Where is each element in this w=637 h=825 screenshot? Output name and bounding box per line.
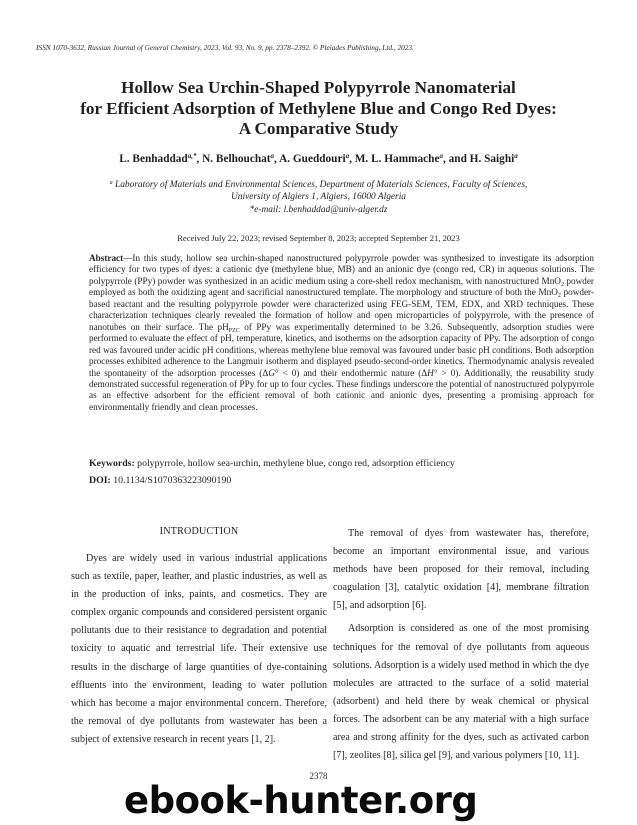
subscript: PZC <box>228 327 240 334</box>
title-line: Hollow Sea Urchin-Shaped Polypyrrole Nanomaterial <box>121 78 516 97</box>
abstract-text: —In this study, hollow sea urchin-shaped nanostructured polypyrrole powder was synthesized to investigate its adsorption efficiency for two types of dyes: a cationic dye (methylene blue, MB) and an anionic dye (congo red, CR) in aqueous solutions. The polypyrrole (PPy) powder was synthesized in an acidic medium using a core-shell redox mechanism, with nanostructured MnO <box>89 253 594 286</box>
keywords <box>89 458 594 469</box>
abstract-text: ° > 0). Additionally, the reusability study demonstrated successful regeneration of PPy for up to four cycles. These findings underscore the potential of nanostructured polypyrrole as an effective adsorbent for the efficient removal of both cationic and anionic dyes, presenting a promising approach for environmentally friendly and clean processes. <box>89 367 595 412</box>
subscript: 2 <box>557 293 561 300</box>
author-list <box>30 153 607 165</box>
author-name: L. Benhaddad <box>119 153 188 165</box>
affiliation-mark: a <box>109 180 113 186</box>
section-heading-introduction: INTRODUCTION <box>159 526 239 537</box>
author-affiliation-mark: a <box>345 152 350 160</box>
page-number: 2378 <box>309 771 328 781</box>
subscript: 2 <box>560 281 564 288</box>
doi-label: DOI: <box>89 475 111 486</box>
received-dates: Received July 22, 2023; revised September 8, 2023; accepted September 21, 2023 <box>177 233 460 243</box>
enthalpy-symbol: H <box>427 367 434 378</box>
body-paragraph: Adsorption is considered as one of the most promising techniques for the removal of dye pollutants from aqueous solutions. Adsorption is a widely used method in which the dye molecules are attracted to the surface of a solid material (adsorbent) and held there by weak chemical or physical forces. The adsorbent can be any material with a high surface area and strong affinity for the dyes, such as activated carbon [7], zeolites [8], silica gel [9], and various polymers [10, 11]. <box>333 623 589 762</box>
corresponding-email: *e-mail: l.benhaddad@univ-alger.dz <box>249 204 388 215</box>
affiliation-text: Laboratory of Materials and Environmental Sciences, Department of Materials Sciences, Faculty of Sciences, <box>115 180 528 190</box>
author-affiliation-mark: a <box>270 152 275 160</box>
author-affiliation-mark: a <box>514 152 518 160</box>
abstract-text: ° < 0) and their endothermic nature (Δ <box>274 367 428 378</box>
author-separator: , <box>349 153 355 165</box>
paper-title <box>30 78 607 140</box>
gibbs-symbol: G <box>268 367 275 378</box>
author-name: H. Saighi <box>469 153 515 165</box>
keywords-label: Keywords: <box>89 458 135 469</box>
doi-link[interactable]: 10.1134/S1070363223090190 <box>110 475 232 486</box>
author-affiliation-mark: a <box>439 152 443 160</box>
author-affiliation-mark: a,* <box>187 152 197 160</box>
title-line: for Efficient Adsorption of Methylene Blue and Congo Red Dyes: <box>80 98 557 118</box>
journal-citation: ISSN 1070-3632, Russian Journal of General Chemistry, 2023, Vol. 93, No. 9, pp. 2378–2392. © Pleiades Publishing, Ltd., 2023. <box>36 43 414 52</box>
author-separator: , and <box>442 153 470 165</box>
author-name: A. Gueddouri <box>279 153 346 165</box>
author-separator: , <box>274 153 280 165</box>
keywords-text: polypyrrole, hollow sea-urchin, methylene blue, congo red, adsorption efficiency <box>134 458 455 469</box>
abstract-label: Abstract <box>89 253 124 263</box>
body-paragraph: Dyes are widely used in various industrial applications such as textile, paper, leather, and plastic industries, as well as in the production of inks, paints, and cosmetics. They are complex organic compounds and considered persistent organic pollutants due to their resistance to degradation and potential toxicity to aquatic and terrestrial life. Their extensive use results in the discharge of large quantities of dye-containing effluents into the environment, leading to water pollution which has become a major environmental concern. Therefore, the removal of dye pollutants from wastewater has been a subject of extensive research in recent years [1, 2]. <box>71 553 327 745</box>
author-name: M. L. Hammache <box>354 153 440 165</box>
affiliation-line <box>30 179 607 191</box>
affiliation-block <box>30 179 607 216</box>
author-name: N. Belhouchat <box>202 153 271 165</box>
affiliation-line: University of Algiers 1, Algiers, 16000 Algeria <box>231 192 406 203</box>
body-paragraph: The removal of dyes from wastewater has, therefore, become an important environmental issue, and various methods have been proposed for their removal, including coagulation [3], catalytic oxidation [4], membrane filtration [5], and adsorption [6]. <box>333 528 589 612</box>
abstract-text: powder employed as both the oxidizing agent and sacrificial nanostructured template. The morphology and structure of both the MnO <box>89 275 594 298</box>
abstract <box>89 253 594 413</box>
body-column-right <box>333 525 589 765</box>
abstract-text: of PPy was experimentally determined to be 3.26. Subsequently, adsorption studies were performed to evaluate the effect of pH, temperature, kinetics, and isotherms on the adsorption capacity of PPy. The adsorption of congo red was favoured under acidic pH conditions, whereas methylene blue removal was favoured under basic pH conditions. Both adsorption processes exhibited adherence to the Langmuir isotherm and displayed pseudo-second-order kinetics. Thermodynamic analysis revealed the spontaneity of the adsorption processes (Δ <box>89 321 594 378</box>
body-column-left <box>71 525 327 749</box>
doi <box>89 475 594 486</box>
title-line: A Comparative Study <box>238 119 399 139</box>
abstract-text: powder-based reactant and the resulting polypyrrole powder were characterized using FEG-SEM, TEM, EDX, and XRD techniques. These characterization techniques clearly revealed the formation of hollow and open microparticles of polypyrrole, with the presence of nanotubes on their surface. The pH <box>89 287 594 332</box>
author-separator: , <box>196 153 203 165</box>
watermark: ebook-hunter.org <box>124 779 478 822</box>
